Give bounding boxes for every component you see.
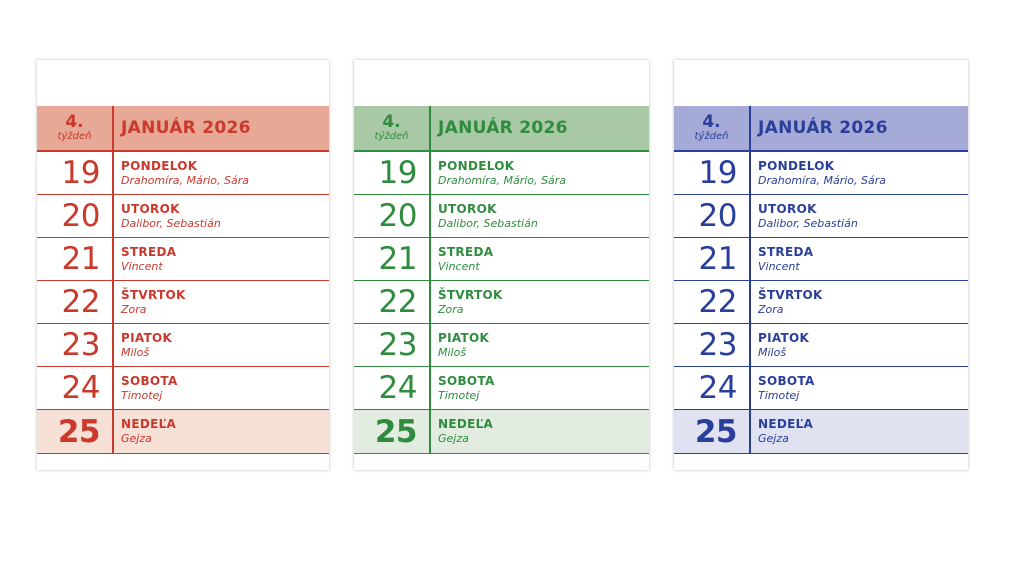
name-days: Vincent (438, 259, 480, 273)
day-name: PIATOK (758, 330, 810, 345)
day-info (114, 238, 329, 280)
name-days: Zora (438, 302, 464, 316)
day-info (431, 195, 649, 237)
day-name: STREDA (758, 244, 814, 259)
month-title: JANUÁR 2026 (121, 118, 251, 138)
day-name: SOBOTA (758, 373, 815, 388)
day-date: 19 (354, 152, 431, 194)
week-number: 4. (702, 112, 721, 132)
day-date: 23 (37, 324, 114, 366)
day-info (431, 152, 649, 194)
day-date: 22 (354, 281, 431, 323)
day-name: NEDEĽA (758, 417, 814, 432)
calendar-header (354, 106, 649, 152)
calendar-header (674, 106, 968, 152)
day-row (354, 152, 649, 195)
day-name: PIATOK (438, 330, 490, 345)
day-info (751, 281, 968, 323)
day-row (37, 367, 329, 410)
day-date: 22 (37, 281, 114, 323)
day-row (354, 195, 649, 238)
day-info (431, 410, 649, 453)
day-info (751, 324, 968, 366)
day-name: NEDEĽA (121, 417, 177, 432)
name-days: Dalibor, Sebastián (438, 216, 538, 230)
day-info (431, 367, 649, 409)
day-info (751, 238, 968, 280)
day-date: 20 (354, 195, 431, 237)
day-info (114, 410, 329, 453)
day-name: STREDA (438, 244, 494, 259)
day-name: ŠTVRTOK (121, 287, 186, 302)
name-days: Drahomíra, Mário, Sára (121, 173, 249, 187)
day-date: 24 (37, 367, 114, 409)
day-row (674, 324, 968, 367)
day-info (114, 281, 329, 323)
day-date: 23 (674, 324, 751, 366)
day-row (354, 238, 649, 281)
day-row (674, 152, 968, 195)
day-date: 19 (674, 152, 751, 194)
day-row (37, 152, 329, 195)
day-date: 25 (354, 410, 431, 453)
day-row (354, 281, 649, 324)
day-name: STREDA (121, 244, 177, 259)
week-cell (354, 106, 431, 150)
name-days: Gejza (758, 432, 789, 446)
day-row (674, 367, 968, 410)
week-label: týždeň (57, 131, 92, 142)
day-name: PONDELOK (758, 158, 835, 173)
name-days: Miloš (758, 345, 787, 359)
day-name: UTOROK (121, 201, 180, 216)
day-row (354, 367, 649, 410)
name-days: Miloš (121, 345, 150, 359)
name-days: Dalibor, Sebastián (758, 216, 858, 230)
day-info (114, 367, 329, 409)
day-info (114, 152, 329, 194)
name-days: Timotej (758, 388, 800, 402)
day-row-sunday (674, 410, 968, 453)
name-days: Drahomíra, Mário, Sára (438, 173, 566, 187)
name-days: Drahomíra, Mário, Sára (758, 173, 886, 187)
day-date: 20 (674, 195, 751, 237)
week-cell (674, 106, 751, 150)
day-date: 19 (37, 152, 114, 194)
month-title: JANUÁR 2026 (758, 118, 888, 138)
calendar-card-red (37, 60, 329, 470)
day-info (751, 367, 968, 409)
day-name: NEDEĽA (438, 417, 494, 432)
day-name: PONDELOK (438, 158, 515, 173)
day-name: PIATOK (121, 330, 173, 345)
day-date: 24 (354, 367, 431, 409)
day-info (431, 238, 649, 280)
day-row (674, 281, 968, 324)
day-info (751, 410, 968, 453)
week-number: 4. (65, 112, 84, 132)
day-date: 21 (37, 238, 114, 280)
day-row (674, 195, 968, 238)
day-row-sunday (354, 410, 649, 453)
day-name: UTOROK (758, 201, 817, 216)
day-info (431, 281, 649, 323)
name-days: Gejza (121, 432, 152, 446)
day-row (37, 324, 329, 367)
name-days: Miloš (438, 345, 467, 359)
day-row-sunday (37, 410, 329, 453)
calendar-card-blue (674, 60, 968, 470)
calendar-table (674, 106, 968, 454)
day-date: 20 (37, 195, 114, 237)
day-name: UTOROK (438, 201, 497, 216)
day-name: ŠTVRTOK (438, 287, 503, 302)
day-date: 21 (354, 238, 431, 280)
week-cell (37, 106, 114, 150)
day-row (37, 195, 329, 238)
day-info (114, 324, 329, 366)
day-date: 23 (354, 324, 431, 366)
day-row (37, 238, 329, 281)
name-days: Timotej (121, 388, 163, 402)
calendar-card-green (354, 60, 649, 470)
day-row (37, 281, 329, 324)
day-date: 25 (674, 410, 751, 453)
calendar-table (354, 106, 649, 454)
name-days: Zora (758, 302, 784, 316)
day-name: ŠTVRTOK (758, 287, 823, 302)
week-label: týždeň (374, 131, 409, 142)
day-info (431, 324, 649, 366)
day-date: 22 (674, 281, 751, 323)
day-info (751, 152, 968, 194)
name-days: Gejza (438, 432, 469, 446)
day-name: SOBOTA (438, 373, 495, 388)
name-days: Vincent (121, 259, 163, 273)
calendar-table (37, 106, 329, 454)
name-days: Timotej (438, 388, 480, 402)
day-name: SOBOTA (121, 373, 178, 388)
day-info (751, 195, 968, 237)
day-row (354, 324, 649, 367)
calendar-header (37, 106, 329, 152)
week-number: 4. (382, 112, 401, 132)
day-date: 21 (674, 238, 751, 280)
name-days: Zora (121, 302, 147, 316)
week-label: týždeň (694, 131, 729, 142)
day-date: 24 (674, 367, 751, 409)
name-days: Dalibor, Sebastián (121, 216, 221, 230)
name-days: Vincent (758, 259, 800, 273)
day-date: 25 (37, 410, 114, 453)
month-title: JANUÁR 2026 (438, 118, 568, 138)
day-name: PONDELOK (121, 158, 198, 173)
day-info (114, 195, 329, 237)
day-row (674, 238, 968, 281)
